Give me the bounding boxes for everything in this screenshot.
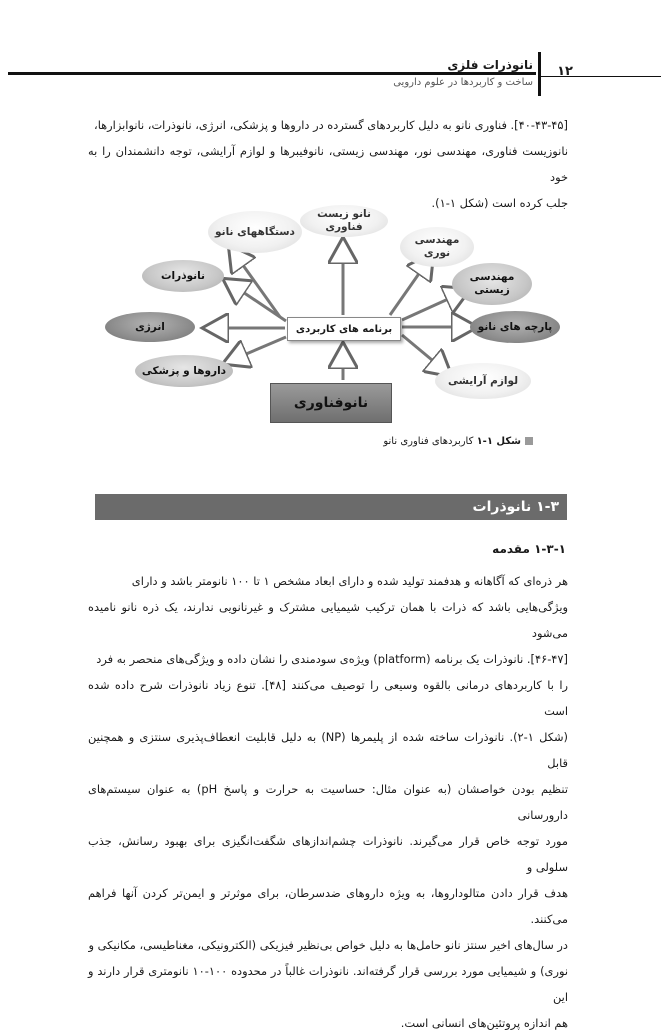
caption-number: شکل ۱-۱ — [476, 436, 521, 447]
node-nano-devices: دستگاههای نانو — [208, 211, 302, 253]
header-rule — [8, 72, 536, 75]
section-heading: ۱-۳ نانوذرات — [95, 494, 567, 520]
text-line: مورد توجه خاص قرار می‌گیرند. نانوذرات چشم‌اندازهای شگفت‌انگیزی برای بهبود رسانش، جذب سلولی و — [88, 834, 568, 874]
text-line: (شکل ۱-۲). نانوذرات ساخته شده از پلیمرها (NP) به دلیل قابلیت انعطاف‌پذیری سنتزی و همچنین قابل — [88, 730, 568, 770]
figure-caption — [383, 436, 533, 447]
text-line: [۴۰-۴۳-۴۵]. فناوری نانو به دلیل کاربردهای گسترده در داروها و پزشکی، انرژی، نانوذرات، نانوابزارها، — [94, 118, 568, 132]
text-line: ویژگی‌هایی باشد که ذرات با همان ترکیب شیمیایی مشترک و غیرنانویی ندارند، یک ذره نانو نامیده می‌شود — [88, 600, 568, 640]
node-optical-engineering: مهندسی نوری — [400, 227, 474, 267]
text-line: نانوزیست فناوری، مهندسی نور، مهندسی زیستی، نانوفیبرها و لوازم آرایشی، توجه دانشمندان را به خود — [88, 144, 568, 184]
text-line: جلب کرده است (شکل ۱-۱). — [431, 196, 568, 210]
node-nano-fabrics: پارچه های نانو — [470, 311, 560, 343]
figure-applications-diagram — [100, 205, 565, 427]
node-nanotechnology: نانوفناوری — [270, 383, 392, 423]
node-nanobiotech: نانو زیست فناوری — [300, 205, 388, 237]
node-drugs-medicine: داروها و پزشکی — [135, 355, 233, 387]
node-nanoparticles: نانوذرات — [142, 260, 224, 292]
text-line: [۴۶-۴۷]. نانوذرات یک برنامه (platform) ویژه‌ی سودمندی را نشان داده و ویژگی‌های منحصر به فرد — [96, 652, 568, 666]
node-bioengineering: مهندسی زیستی — [452, 263, 532, 305]
text-line: هر ذره‌ای که آگاهانه و هدفمند تولید شده و دارای ابعاد مشخص ۱ تا ۱۰۰ نانومتر باشد و دارای — [131, 574, 568, 588]
caption-text: کاربردهای فناوری نانو — [383, 436, 474, 447]
running-subtitle: ساخت و کاربردها در علوم دارویی — [393, 77, 533, 88]
node-applications: برنامه های کاربردی — [287, 317, 401, 341]
text-line: نوری) و شیمیایی مورد بررسی قرار گرفته‌اند. نانوذرات غالباً در محدوده ۱۰۰-۱۰ نانومتری قرار دارند و این — [88, 964, 568, 1004]
text-line: تنظیم بودن خواصشان (به عنوان مثال: حساسیت به حرارت و پاسخ pH) به عنوان سیستم‌های دارورسانی — [88, 782, 568, 822]
node-energy: انرژی — [105, 312, 195, 342]
text-line: هم اندازه پروتئین‌های انسانی است. — [400, 1016, 568, 1030]
text-line: هدف قرار دادن متالوداروها، به ویژه داروهای ضدسرطان، برای موثرتر و ایمن‌تر کردن آنها فراهم می‌کنند. — [88, 886, 568, 926]
page-number: ۱۲ — [557, 64, 573, 79]
running-title: نانوذرات فلزی — [447, 58, 533, 72]
text-line: را با کاربردهای درمانی بالقوه وسیعی را توصیف می‌کنند [۴۸]. تنوع زیاد نانوذرات شرح داده شده است — [88, 678, 568, 718]
body-paragraph — [88, 568, 568, 1036]
header-divider — [538, 52, 541, 96]
subsection-heading: ۱-۳-۱ مقدمه — [492, 542, 566, 556]
text-line: در سال‌های اخیر سنتز نانو حامل‌ها به دلیل خواص بی‌نظیر فیزیکی (الکترونیکی، مغناطیسی، مکانیکی و — [88, 938, 568, 952]
node-cosmetics: لوازم آرایشی — [435, 363, 531, 399]
intro-paragraph — [88, 112, 568, 216]
caption-marker — [525, 437, 533, 445]
